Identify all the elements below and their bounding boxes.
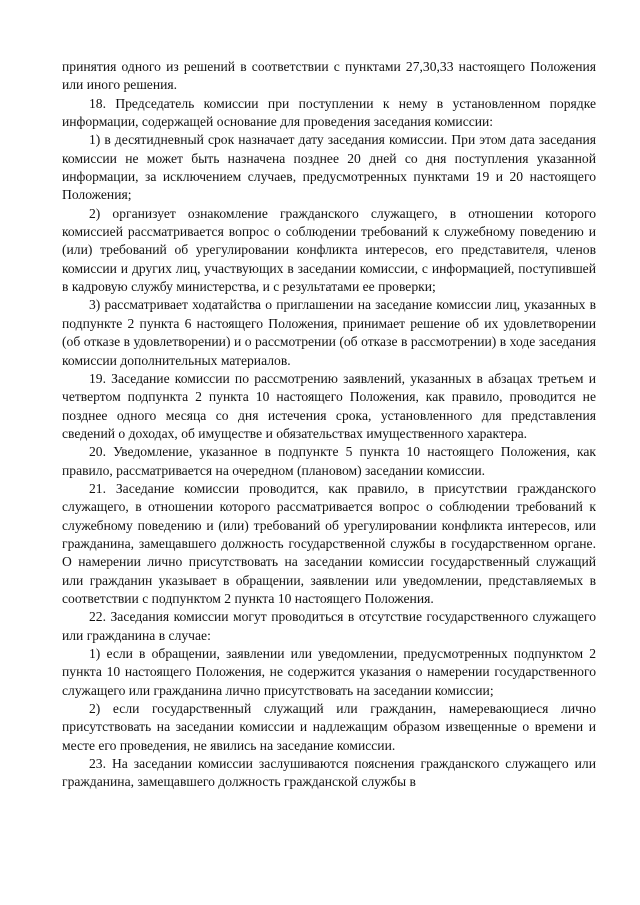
paragraph-23: 23. На заседании комиссии заслушиваются пояснения гражданского служащего или гражданина, замещавшего должность гражданской службы в xyxy=(62,756,596,790)
paragraph-21: 21. Заседание комиссии проводится, как правило, в присутствии гражданского служащего, в отношении которого рассматривается вопрос о соблюдении требований к служебному поведению и (или) требований об урегулировании конфликта интересов, или гражданина, замещавшего должность государственной службы в государственном органе. О намерении лично присутствовать на заседании комиссии государственный служащий или гражданин указывает в обращении, заявлении или уведомлении, представляемых в соответствии с подпунктом 2 пункта 10 настоящего Положения. xyxy=(62,480,596,606)
paragraph-18-item-1: 1) в десятидневный срок назначает дату заседания комиссии. При этом дата заседания комиссии не может быть назначена позднее 20 дней со дня поступления указанной информации, за исключением случаев, предусмотренных пунктами 19 и 20 настоящего Положения; xyxy=(62,132,596,203)
paragraph-18-item-3: 3) рассматривает ходатайства о приглашении на заседание комиссии лиц, указанных в подпункте 2 пункта 6 настоящего Положения, принимает решение об их удовлетворении (об отказе в удовлетворении) и о рассмотрении (об отказе в рассмотрении) в ходе заседания комиссии дополнительных материалов. xyxy=(62,297,596,368)
paragraph-continuation: принятия одного из решений в соответствии с пунктами 27,30,33 настоящего Положения или иного решения. xyxy=(62,59,596,93)
paragraph-20: 20. Уведомление, указанное в подпункте 5 пункта 10 настоящего Положения, как правило, рассматривается на очередном (плановом) заседании комиссии. xyxy=(62,444,596,478)
paragraph-22: 22. Заседания комиссии могут проводиться в отсутствие государственного служащего или гражданина в случае: xyxy=(62,609,596,643)
document-body xyxy=(62,58,596,792)
paragraph-18: 18. Председатель комиссии при поступлении к нему в установленном порядке информации, содержащей основание для проведения заседания комиссии: xyxy=(62,95,596,130)
paragraph-22-item-1: 1) если в обращении, заявлении или уведомлении, предусмотренных подпунктом 2 пункта 10 настоящего Положения, не содержится указания о намерении государственного служащего или гражданина лично присутствовать на заседании комиссии; xyxy=(62,646,596,698)
paragraph-18-item-2: 2) организует ознакомление гражданского служащего, в отношении которого комиссией рассматривается вопрос о соблюдении требований к служебному поведению и (или) требований об урегулировании конфликта интересов, его представителя, членов комиссии и других лиц, участвующих в заседании комиссии, с информацией, поступившей в кадровую службу министерства, и с результатами ее проверки; xyxy=(62,205,596,295)
paragraph-19: 19. Заседание комиссии по рассмотрению заявлений, указанных в абзацах третьем и четвертом подпункта 2 пункта 10 настоящего Положения, как правило, проводится не позднее одного месяца со дня истечения срока, установленного для представления сведений о доходах, об имуществе и обязательствах имущественного характера. xyxy=(62,370,596,441)
paragraph-22-item-2: 2) если государственный служащий или гражданин, намеревающиеся лично присутствовать на заседании комиссии и надлежащим образом извещенные о времени и месте его проведения, не явились на заседание комиссии. xyxy=(62,701,596,753)
